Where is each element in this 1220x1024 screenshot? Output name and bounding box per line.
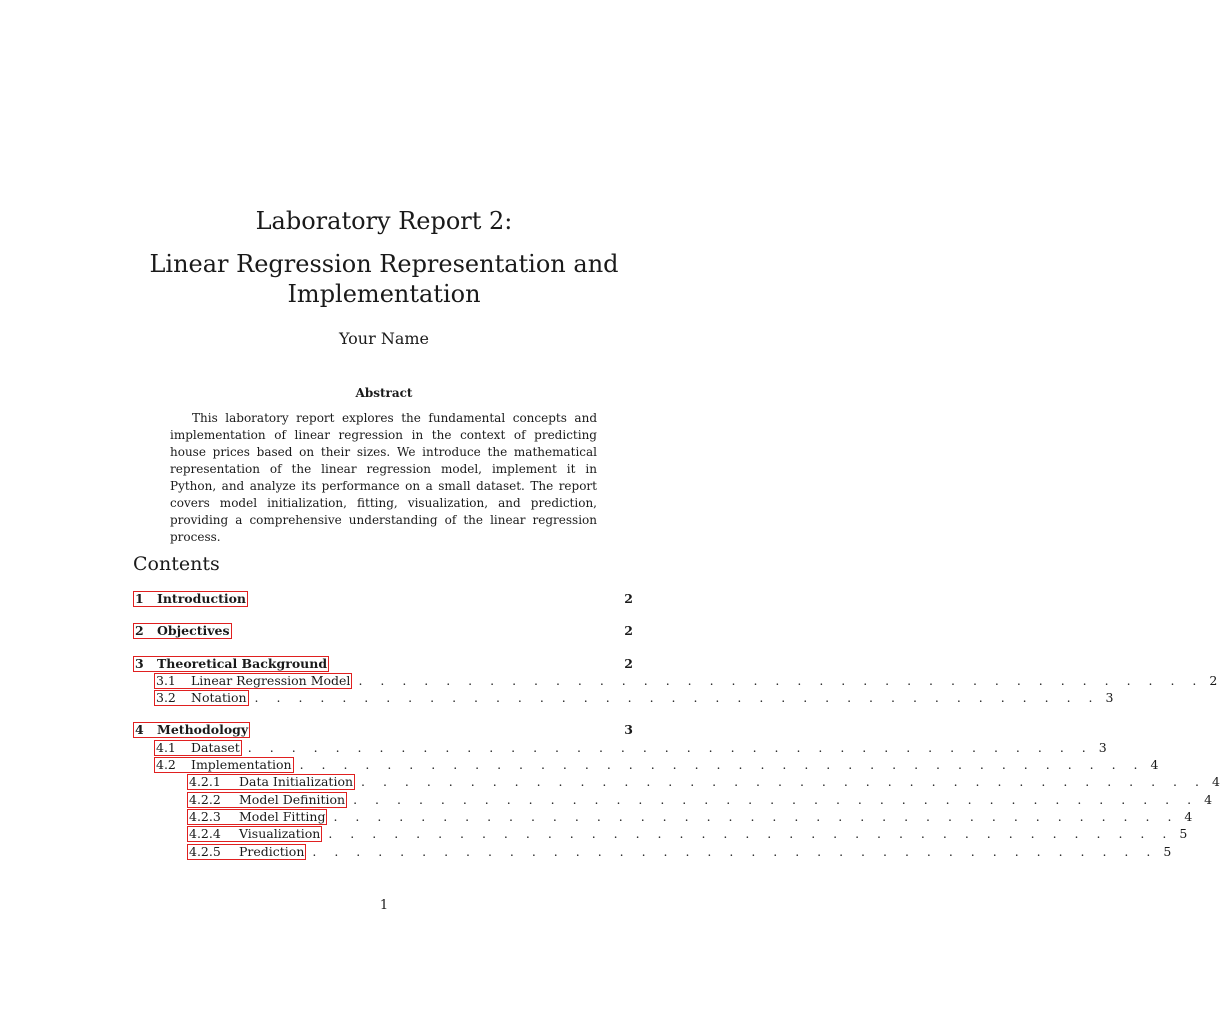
toc-entry-title: Model Definition (239, 791, 346, 807)
toc-entry-title: Theoretical Background (157, 655, 328, 671)
toc-link[interactable] (187, 774, 355, 790)
toc-link[interactable] (133, 656, 329, 672)
contents-heading: Contents (133, 553, 220, 575)
toc-link[interactable] (133, 722, 250, 738)
page-number: 1 (379, 898, 389, 913)
toc-entry (133, 756, 1159, 773)
toc-entry-number: 3.2 (156, 690, 176, 706)
toc-link[interactable] (187, 792, 347, 808)
toc-entry (133, 739, 1107, 756)
toc-entry (133, 791, 1213, 808)
toc-leader: . . . . . . . . . . . . . . . . . . . . . . . . . . . . . . . . . . . . . . . (299, 757, 1145, 773)
toc-entry-number: 4 (135, 722, 144, 738)
report-title: Laboratory Report 2: (255, 207, 513, 235)
toc-entry (133, 622, 633, 639)
toc-entry-number: 3.1 (156, 672, 176, 688)
toc-entry-page: 3 (1105, 690, 1114, 706)
toc-entry-number: 4.2.1 (189, 774, 221, 790)
toc-leader: . . . . . . . . . . . . . . . . . . . . . . . . . . . . . . . . . . . . . . . (353, 791, 1199, 807)
author-name: Your Name (338, 329, 430, 348)
toc-link[interactable] (133, 591, 248, 607)
toc-entry-page: 2 (624, 655, 633, 671)
toc-entry (133, 672, 1218, 689)
toc-entry (133, 655, 633, 672)
toc-entry-page: 5 (1163, 843, 1172, 859)
toc-entry-page: 2 (1209, 672, 1218, 688)
toc-entry-title: Implementation (191, 757, 292, 773)
toc-entry-page: 2 (624, 623, 633, 639)
toc-leader: . . . . . . . . . . . . . . . . . . . . . . . . . . . . . . . . . . . . . . . (333, 808, 1179, 824)
title-block (0, 205, 768, 348)
toc-entry (133, 689, 1114, 706)
abstract-heading: Abstract (355, 386, 413, 400)
abstract-body: This laboratory report explores the fundamental concepts and implementation of linear regression in the context of predicting house prices based on their sizes. We introduce the mathematical representation of the linear regression model, implement it in Python, and analyze its performance on a small dataset. The report covers model initialization, fitting, visualization, and prediction, providing a comprehensive understanding of the linear regression process. (170, 411, 597, 544)
toc-entry-page: 3 (624, 722, 633, 738)
toc-entry-page: 2 (624, 591, 633, 606)
toc-entry-page: 3 (1098, 739, 1107, 755)
toc-entry-title: Model Fitting (239, 808, 326, 824)
toc-link[interactable] (187, 844, 306, 860)
toc-entry-title: Introduction (157, 591, 247, 606)
toc-entry-number: 2 (135, 623, 144, 639)
toc-leader: . . . . . . . . . . . . . . . . . . . . . . . . . . . . . . . . . . . . . . . (328, 826, 1174, 842)
toc-entry-page: 5 (1179, 826, 1188, 842)
toc-leader: . . . . . . . . . . . . . . . . . . . . . . . . . . . . . . . . . . . . . . . (358, 672, 1204, 688)
toc-link[interactable] (133, 623, 232, 639)
toc-entry (133, 808, 1193, 825)
toc-entry-number: 4.2.3 (189, 808, 221, 824)
toc-entry-title: Linear Regression Model (191, 672, 351, 688)
toc-entry-title: Prediction (239, 843, 305, 859)
toc-entry-page: 4 (1211, 774, 1220, 790)
toc-entry-page: 4 (1204, 791, 1213, 807)
toc-entry-title: Dataset (191, 739, 240, 755)
toc-entry-title: Data Initialization (239, 774, 354, 790)
toc-entry-title: Objectives (157, 623, 230, 639)
toc-entry-number: 4.2.5 (189, 843, 221, 859)
toc-entry (133, 773, 1220, 790)
toc-entry-number: 4.2.2 (189, 791, 221, 807)
toc-leader: . . . . . . . . . . . . . . . . . . . . . . . . . . . . . . . . . . . . . . . (361, 774, 1206, 790)
toc-link[interactable] (154, 673, 352, 689)
toc-entry-title: Methodology (157, 722, 249, 738)
table-of-contents (133, 590, 1220, 860)
toc-leader: . . . . . . . . . . . . . . . . . . . . . . . . . . . . . . . . . . . . . . . (312, 843, 1158, 859)
toc-link[interactable] (154, 690, 249, 706)
toc-entry-number: 4.2 (156, 757, 176, 773)
toc-entry (133, 825, 1188, 842)
report-subtitle: Linear Regression Representation and Implementation (149, 250, 619, 308)
toc-entry-page: 4 (1184, 808, 1193, 824)
toc-entry-page: 4 (1150, 757, 1159, 773)
toc-entry (133, 843, 1172, 860)
toc-link[interactable] (154, 740, 242, 756)
toc-entry-number: 4.2.4 (189, 826, 221, 842)
toc-entry-number: 4.1 (156, 739, 176, 755)
toc-entry-title: Visualization (239, 826, 321, 842)
toc-entry (133, 590, 633, 607)
toc-entry-number: 3 (135, 655, 144, 671)
toc-entry-number: 1 (135, 591, 144, 606)
toc-leader: . . . . . . . . . . . . . . . . . . . . . . . . . . . . . . . . . . . . . . . (247, 739, 1093, 755)
toc-link[interactable] (187, 826, 322, 842)
toc-link[interactable] (187, 809, 327, 825)
toc-link[interactable] (154, 757, 294, 773)
toc-leader: . . . . . . . . . . . . . . . . . . . . . . . . . . . . . . . . . . . . . . . (254, 690, 1100, 706)
toc-entry (133, 721, 633, 738)
toc-entry-title: Notation (191, 690, 247, 706)
